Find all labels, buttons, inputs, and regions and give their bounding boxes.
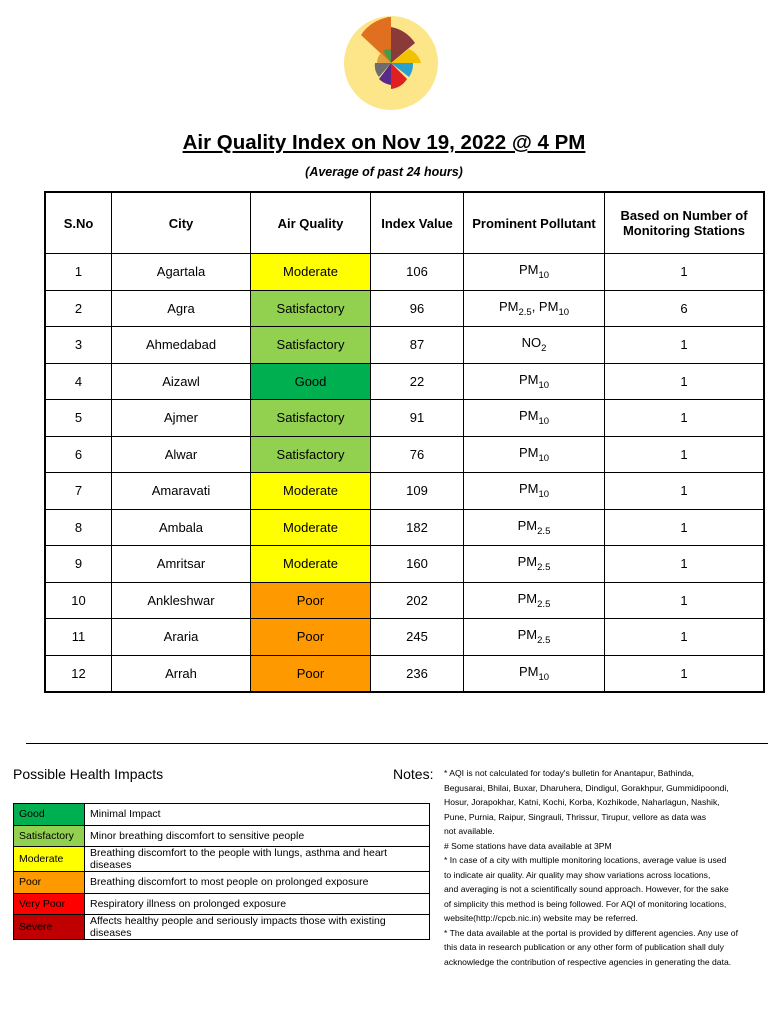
note-line: and averaging is not a scientifically sound approach. However, for the sake [444,884,729,894]
city-cell: Amaravati [112,473,251,510]
city-cell: Ambala [112,509,251,546]
sno-cell: 10 [45,582,112,619]
health-category-swatch: Good [14,804,85,826]
notes-heading: Notes: [393,766,434,782]
air-quality-cell: Poor [251,655,371,692]
health-category-swatch: Moderate [14,847,85,872]
aqi-table-row [45,327,764,364]
notes-text [444,766,764,969]
index-value-cell: 22 [371,363,464,400]
index-value-cell: 106 [371,254,464,291]
header-index-value: Index Value [371,192,464,254]
note-line: of simplicity this method is being followed. For AQI of monitoring locations, [444,898,727,909]
city-cell: Araria [112,619,251,656]
health-impact-row [14,872,430,894]
note-line: website(http://cpcb.nic.in) website may be referred. [444,913,638,923]
stations-cell: 1 [605,509,765,546]
note-line: this data in research publication or any other form of publication shall duly [444,942,724,952]
header-air-quality: Air Quality [251,192,371,254]
stations-cell: 6 [605,290,765,327]
air-quality-cell: Satisfactory [251,327,371,364]
section-divider [26,743,768,744]
index-value-cell: 182 [371,509,464,546]
city-cell: Agra [112,290,251,327]
aqi-table-row [45,254,764,291]
pollutant-cell: $PM_{10}$ [464,473,605,510]
health-impact-row [14,847,430,872]
note-line: # Some stations have data available at 3PM [444,840,612,851]
stations-cell: 1 [605,363,765,400]
header-prominent-pollutant: Prominent Pollutant [464,192,605,254]
pollutant-cell: $PM_{10}$ [464,363,605,400]
city-cell: Ankleshwar [112,582,251,619]
city-cell: Aizawl [112,363,251,400]
aqi-table-header-row [45,192,764,254]
city-cell: Ajmer [112,400,251,437]
aqi-table-row [45,473,764,510]
health-category-swatch: Very Poor [14,893,85,915]
air-quality-cell: Good [251,363,371,400]
index-value-cell: 236 [371,655,464,692]
health-category-swatch: Satisfactory [14,825,85,847]
note-line: Begusarai, Bhilai, Buxar, Dharuhera, Dindigul, Gorakhpur, Gummidipoondi, [444,782,729,793]
sno-cell: 3 [45,327,112,364]
note-line: Pune, Purnia, Raipur, Singrauli, Thrissur, Tirupur, vellore as data was [444,811,707,822]
page-subtitle: (Average of past 24 hours) [305,165,463,179]
sno-cell: 5 [45,400,112,437]
stations-cell: 1 [605,254,765,291]
air-quality-cell: Satisfactory [251,436,371,473]
note-line: * AQI is not calculated for today's bulletin for Anantapur, Bathinda, [444,768,695,778]
stations-cell: 1 [605,655,765,692]
note-line: * In case of a city with multiple monitoring locations, average value is used [444,855,727,865]
health-impact-text: Respiratory illness on prolonged exposure [85,893,430,915]
health-category-swatch: Severe [14,915,85,940]
note-line: not available. [444,826,495,836]
city-cell: Agartala [112,254,251,291]
pollutant-cell: $PM_{2.5}$, $PM_{10}$ [464,290,605,327]
index-value-cell: 96 [371,290,464,327]
header-sno: S.No [45,192,112,254]
aqi-table-row [45,655,764,692]
city-cell: Arrah [112,655,251,692]
air-quality-cell: Moderate [251,254,371,291]
page-title: Air Quality Index on Nov 19, 2022 @ 4 PM [182,131,586,154]
air-quality-cell: Poor [251,619,371,656]
city-cell: Amritsar [112,546,251,583]
stations-cell: 1 [605,473,765,510]
index-value-cell: 160 [371,546,464,583]
header-city: City [112,192,251,254]
pollutant-cell: $NO_2$ [464,327,605,364]
pollutant-cell: $PM_{10}$ [464,254,605,291]
index-value-cell: 91 [371,400,464,437]
stations-cell: 1 [605,436,765,473]
health-impact-row [14,804,430,826]
sno-cell: 8 [45,509,112,546]
pollutant-cell: $PM_{10}$ [464,655,605,692]
stations-cell: 1 [605,619,765,656]
sno-cell: 7 [45,473,112,510]
stations-cell: 1 [605,582,765,619]
pollutant-cell: $PM_{10}$ [464,436,605,473]
aqi-table-row [45,363,764,400]
health-impacts-table [13,803,430,940]
city-cell: Ahmedabad [112,327,251,364]
index-value-cell: 109 [371,473,464,510]
pollutant-cell: $PM_{2.5}$ [464,619,605,656]
air-quality-cell: Satisfactory [251,400,371,437]
health-impacts-heading: Possible Health Impacts [13,766,164,782]
health-impact-row [14,825,430,847]
sno-cell: 4 [45,363,112,400]
header-monitoring-stations: Based on Number of Monitoring Stations [605,192,765,254]
air-quality-cell: Poor [251,582,371,619]
health-impact-row [14,893,430,915]
sno-cell: 9 [45,546,112,583]
pollutant-cell: $PM_{2.5}$ [464,582,605,619]
index-value-cell: 76 [371,436,464,473]
note-line: to indicate air quality. Air quality may show variations across locations, [444,869,711,880]
health-impact-row [14,915,430,940]
aqi-table-row [45,546,764,583]
city-cell: Alwar [112,436,251,473]
sno-cell: 12 [45,655,112,692]
note-line: * The data available at the portal is provided by different agencies. Any use of [444,927,738,938]
sno-cell: 6 [45,436,112,473]
sno-cell: 2 [45,290,112,327]
aqi-table-row [45,509,764,546]
stations-cell: 1 [605,546,765,583]
index-value-cell: 245 [371,619,464,656]
index-value-cell: 87 [371,327,464,364]
aqi-pie-logo-icon [343,15,439,111]
air-quality-cell: Moderate [251,473,371,510]
health-impact-text: Breathing discomfort to most people on prolonged exposure [85,872,430,894]
air-quality-cell: Moderate [251,546,371,583]
health-impact-text: Minimal Impact [85,804,430,826]
sno-cell: 11 [45,619,112,656]
stations-cell: 1 [605,400,765,437]
air-quality-cell: Moderate [251,509,371,546]
sno-cell: 1 [45,254,112,291]
air-quality-cell: Satisfactory [251,290,371,327]
note-line: acknowledge the contribution of respective agencies in generating the data. [444,956,732,967]
pollutant-cell: $PM_{2.5}$ [464,546,605,583]
aqi-table-row [45,619,764,656]
note-line: Hosur, Jorapokhar, Katni, Kochi, Korba, Kozhikode, Naharlagun, Nashik, [444,797,720,807]
health-impact-text: Breathing discomfort to the people with lungs, asthma and heart diseases [85,847,430,872]
aqi-table-row [45,290,764,327]
health-impact-text: Minor breathing discomfort to sensitive people [85,825,430,847]
aqi-table-row [45,400,764,437]
health-category-swatch: Poor [14,872,85,894]
pollutant-cell: $PM_{2.5}$ [464,509,605,546]
stations-cell: 1 [605,327,765,364]
health-impact-text: Affects healthy people and seriously impacts those with existing diseases [85,915,430,940]
aqi-table [44,191,765,693]
aqi-table-row [45,436,764,473]
index-value-cell: 202 [371,582,464,619]
pollutant-cell: $PM_{10}$ [464,400,605,437]
aqi-table-row [45,582,764,619]
